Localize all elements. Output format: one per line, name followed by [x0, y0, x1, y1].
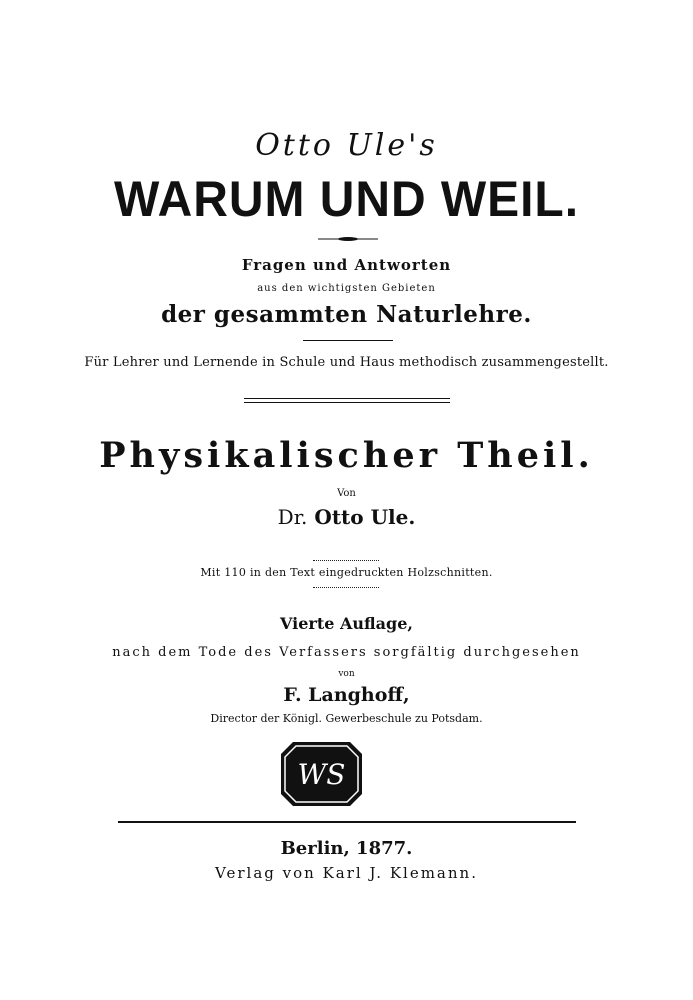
main-title: WARUM UND WEIL. — [113, 171, 579, 227]
author-title: Otto Ule's — [255, 128, 438, 163]
by-label: Von — [337, 488, 356, 499]
revision-note: nach dem Tode des Verfassers sorgfältig durchgesehen — [112, 645, 581, 660]
long-divider — [118, 821, 576, 823]
author-prefix: Dr. — [277, 505, 308, 529]
publisher-seal-icon — [279, 740, 364, 808]
illustrations-note: Mit 110 in den Text eingedruckten Holzschnitten. — [200, 566, 493, 579]
author-name-line — [0, 505, 693, 529]
edition: Vierte Auflage, — [280, 614, 413, 633]
ornament-divider-icon — [318, 236, 378, 242]
publisher: Verlag von Karl J. Klemann. — [215, 864, 478, 882]
intended-audience: Für Lehrer und Lernende in Schule und Haus methodisch zusammengestellt. — [84, 355, 609, 370]
dotted-rule-bottom — [313, 587, 379, 588]
subtitle-natural-science: der gesammten Naturlehre. — [161, 301, 532, 328]
city-year: Berlin, 1877. — [280, 838, 413, 859]
subtitle-questions-answers: Fragen und Antworten — [241, 256, 452, 274]
double-divider — [244, 398, 450, 403]
part-title: Physikalischer Theil. — [99, 435, 594, 476]
dotted-rule-top — [313, 560, 379, 561]
editor-name: F. Langhoff, — [283, 684, 410, 706]
seal-monogram: WS — [297, 758, 346, 791]
by-label-editor: von — [338, 669, 355, 679]
subtitle-important-fields: aus den wichtigsten Gebieten — [257, 283, 436, 294]
short-divider — [303, 340, 393, 341]
author-name: Otto Ule. — [314, 505, 416, 529]
editor-role: Director der Königl. Gewerbeschule zu Potsdam. — [210, 712, 483, 725]
